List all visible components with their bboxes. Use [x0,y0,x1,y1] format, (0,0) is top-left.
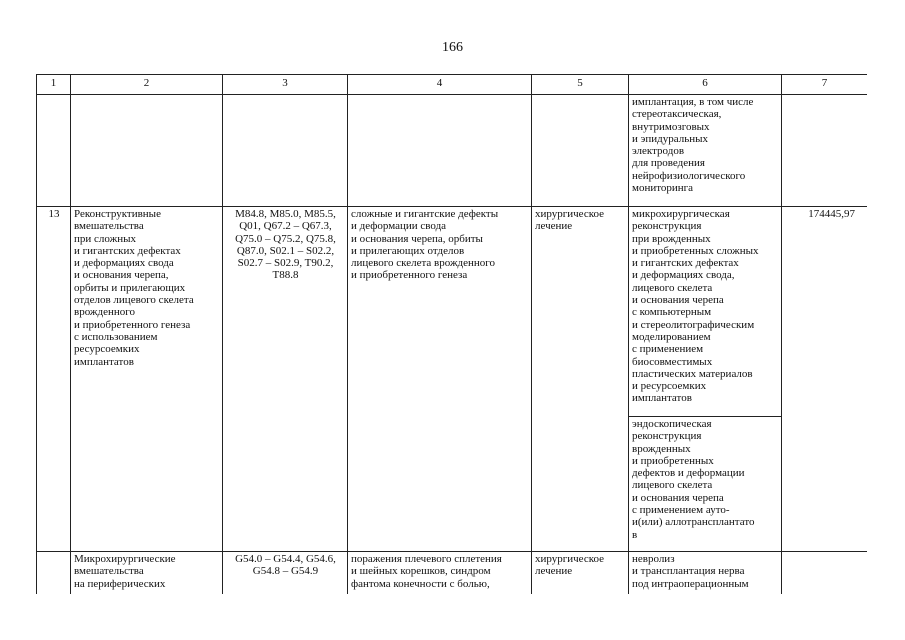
column-header: 2 [71,75,223,95]
icd-codes: M84.8, M85.0, M85.5, Q01, Q67.2 – Q67.3, Q75.0 – Q75.2, Q75.8, Q87.0, S02.1 – S02.2, S02.7 – S02.9, T90.2, T88.8 [223,207,348,552]
method-cell: эндоскопическая реконструкция врожденных и приобретенных дефектов и деформации лицевого скелета и основания черепа с применением ауто- и(или) аллотрансплантато в [629,417,782,552]
method-cell: микрохирургическая реконструкция при врожденных и приобретенных сложных и гигантских дефектах и деформациях свода, лицевого скелета и основания черепа с компьютерным и стереолитографическим моделированием с применением биосовместимых пластических материалов и ресурсоемких имплантатов [629,207,782,417]
table-cell [37,552,71,595]
page-number: 166 [442,40,463,55]
table-cell [348,95,532,207]
patient-model: сложные и гигантские дефекты и деформации свода и основания черепа, орбиты и прилегающих отделов лицевого скелета врожденного и приобретенного генеза [348,207,532,552]
column-number-row [37,75,868,95]
table-cell [71,95,223,207]
column-header: 5 [532,75,629,95]
table-cell [37,95,71,207]
medical-care-table [36,74,867,594]
table-row [37,95,868,207]
table-row [37,207,868,417]
icd-codes: G54.0 – G54.4, G54.6, G54.8 – G54.9 [223,552,348,595]
column-header: 6 [629,75,782,95]
column-header: 4 [348,75,532,95]
table-cell [532,95,629,207]
intervention-name: Микрохирургические вмешательства на периферических [71,552,223,595]
treatment-type: хирургическое лечение [532,207,629,552]
table-cell [223,95,348,207]
method-cell: имплантация, в том числе стереотаксическая, внутримозговых и эпидуральных электродов для проведения нейрофизиологического мониторинга [629,95,782,207]
patient-model: поражения плечевого сплетения и шейных корешков, синдром фантома конечности с болью, [348,552,532,595]
method-cell: невролиз и трансплантация нерва под интраоперационным [629,552,782,595]
column-header: 1 [37,75,71,95]
treatment-type: хирургическое лечение [532,552,629,595]
column-header: 3 [223,75,348,95]
table-row [37,552,868,595]
table-cell [782,552,868,595]
intervention-name: Реконструктивные вмешательства при сложных и гигантских дефектах и деформациях свода и основания черепа, орбиты и прилегающих отделов лицевого скелета врожденного и приобретенного генеза с использованием ресурсоемких имплантатов [71,207,223,552]
row-number: 13 [37,207,71,552]
table-frame [36,74,867,594]
table-cell [782,95,868,207]
column-header: 7 [782,75,868,95]
cost-value: 174445,97 [782,207,868,552]
